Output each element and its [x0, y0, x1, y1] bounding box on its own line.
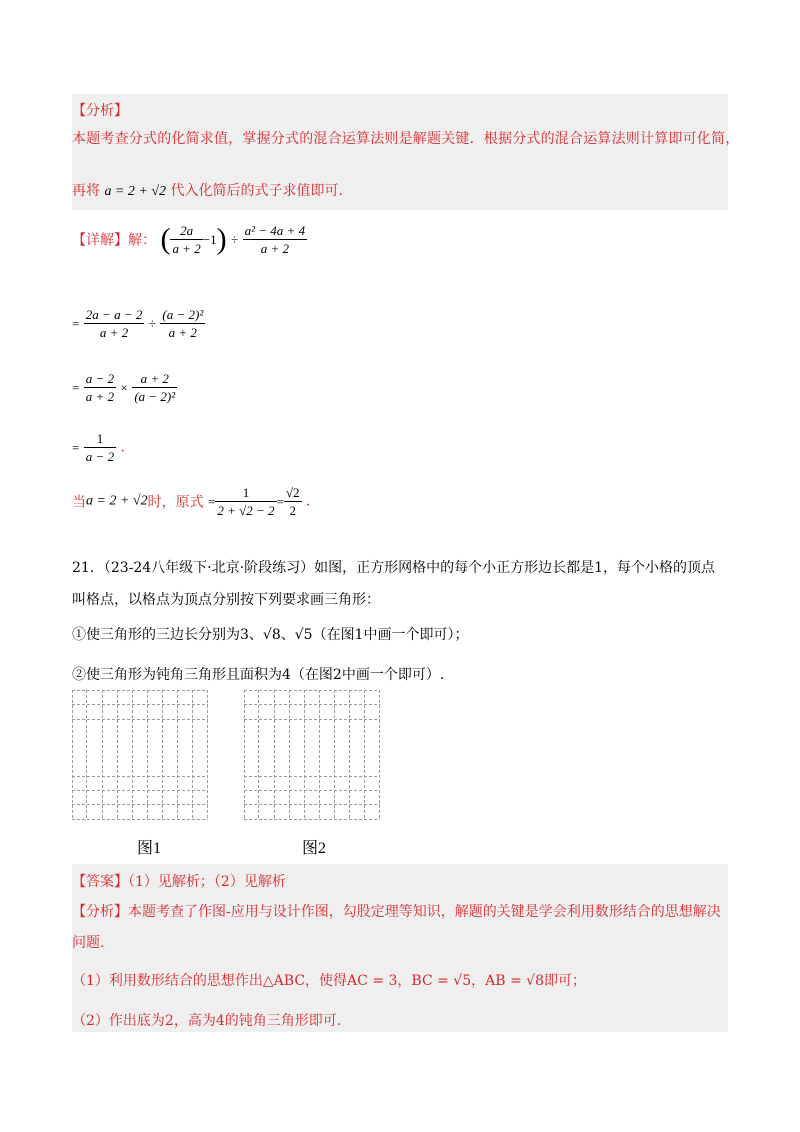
grid-figure-1	[72, 690, 208, 820]
fraction-step2-b: $\frac{a + 2}{\text{(a − 2)²}}$	[134, 371, 176, 404]
paren-left: (	[160, 222, 171, 256]
analysis-21-text: 本题考查了作图-应用与设计作图，勾股定理等知识，解题的关键是学会利用数形结合的思想解决	[128, 904, 721, 920]
detail-line-1: = $\frac{2a - a - 2}{a + 2}$ ÷ $\frac{\text{(a − 2)²}}{a + 2}$	[72, 307, 204, 340]
answer-text: （1）见解析；（2）见解析	[128, 874, 286, 890]
analysis-21-line-2: 问题.	[72, 935, 105, 951]
question-21-line-1	[72, 557, 715, 577]
div-op-0: ÷	[231, 231, 239, 247]
question-21-item-1: ①使三角形的三边长分别为3、√8、√5（在图1中画一个即可）；	[72, 627, 469, 643]
final-eq: =	[276, 493, 284, 509]
detail-line-3: = $\frac{1}{a - 2}$ .	[72, 431, 125, 464]
analysis-text-2	[72, 180, 343, 200]
paren-right: )	[216, 222, 227, 256]
final-mid: 时，原式	[147, 494, 204, 511]
fraction-result: $\frac{√2}{2}$	[285, 485, 300, 518]
analysis-21-label: 【分析】	[72, 904, 128, 920]
analysis-21-step-2: （2）作出底为2，高为4的钝角三角形即可.	[72, 1013, 342, 1029]
detail-intro: 解：	[128, 232, 156, 249]
fraction-step1-a: $\frac{2a - a - 2}{a + 2}$	[85, 307, 143, 340]
analysis-text-2-pre: 再将	[72, 183, 100, 199]
div-op-1: ÷	[148, 315, 156, 331]
detail-line-0	[72, 222, 307, 257]
analysis-21-line-1	[72, 901, 721, 921]
question-text: （23-24八年级下·北京·阶段练习）如图，正方形网格中的每个小正方形边长都是1，每个小格的顶点	[103, 560, 715, 576]
question-21-line-2: 叫格点，以格点为顶点分别按下列要求画三角形：	[72, 592, 380, 608]
grid-svg-2	[244, 690, 380, 820]
minus-one: −1	[202, 231, 217, 247]
fraction-final: $\frac{1}{2 + √2 - 2}$	[217, 485, 275, 518]
step3-end: .	[120, 439, 125, 456]
grid-svg-1	[72, 690, 208, 820]
fraction-step0-right: $\frac{\text{a² − 4a + 4}}{a + 2}$	[244, 223, 306, 256]
final-end: .	[306, 493, 311, 510]
grid-figure-2	[244, 690, 380, 820]
analysis-text-2-post: 代入化简后的式子求值即可.	[170, 183, 343, 199]
fraction-step0-left: $\frac{2a}{a + 2}$	[172, 223, 201, 256]
analysis-expr: a = 2 + √2	[104, 184, 167, 199]
figure-caption-1: 图1	[137, 840, 162, 857]
final-pre: 当	[72, 494, 86, 511]
question-number: 21．	[72, 560, 104, 576]
final-cond: a = 2 + √2	[86, 493, 148, 509]
question-21-item-2: ②使三角形为钝角三角形且面积为4（在图2中画一个即可）.	[72, 667, 445, 683]
fraction-step1-b: $\frac{\text{(a − 2)²}}{a + 2}$	[162, 307, 204, 340]
detail-label: 【详解】	[72, 232, 128, 249]
answer-line	[72, 871, 286, 891]
analysis-text-1: 本题考查分式的化简求值，掌握分式的混合运算法则是解题关键．根据分式的混合运算法则计算即可化简，	[72, 131, 740, 147]
analysis-label-1: 【分析】	[72, 103, 128, 119]
figure-caption-2: 图2	[302, 840, 327, 857]
detail-line-2: = $\frac{a - 2}{a + 2}$ × $\frac{a + 2}{\text{(a − 2)²}}$	[72, 371, 176, 404]
mul-op-2: ×	[120, 379, 128, 395]
fraction-step2-a: $\frac{a - 2}{a + 2}$	[85, 371, 115, 404]
detail-final: 当a = 2 + √2时，原式 = $\frac{1}{2 + √2 - 2}$ = $\frac{√2}{2}$ .	[72, 485, 311, 518]
analysis-21-step-1: （1）利用数形结合的思想作出△ABC，使得AC = 3，BC = √5，AB = √8即可；	[72, 973, 586, 989]
answer-label: 【答案】	[72, 874, 128, 890]
fraction-step3: $\frac{1}{a - 2}$	[85, 431, 115, 464]
